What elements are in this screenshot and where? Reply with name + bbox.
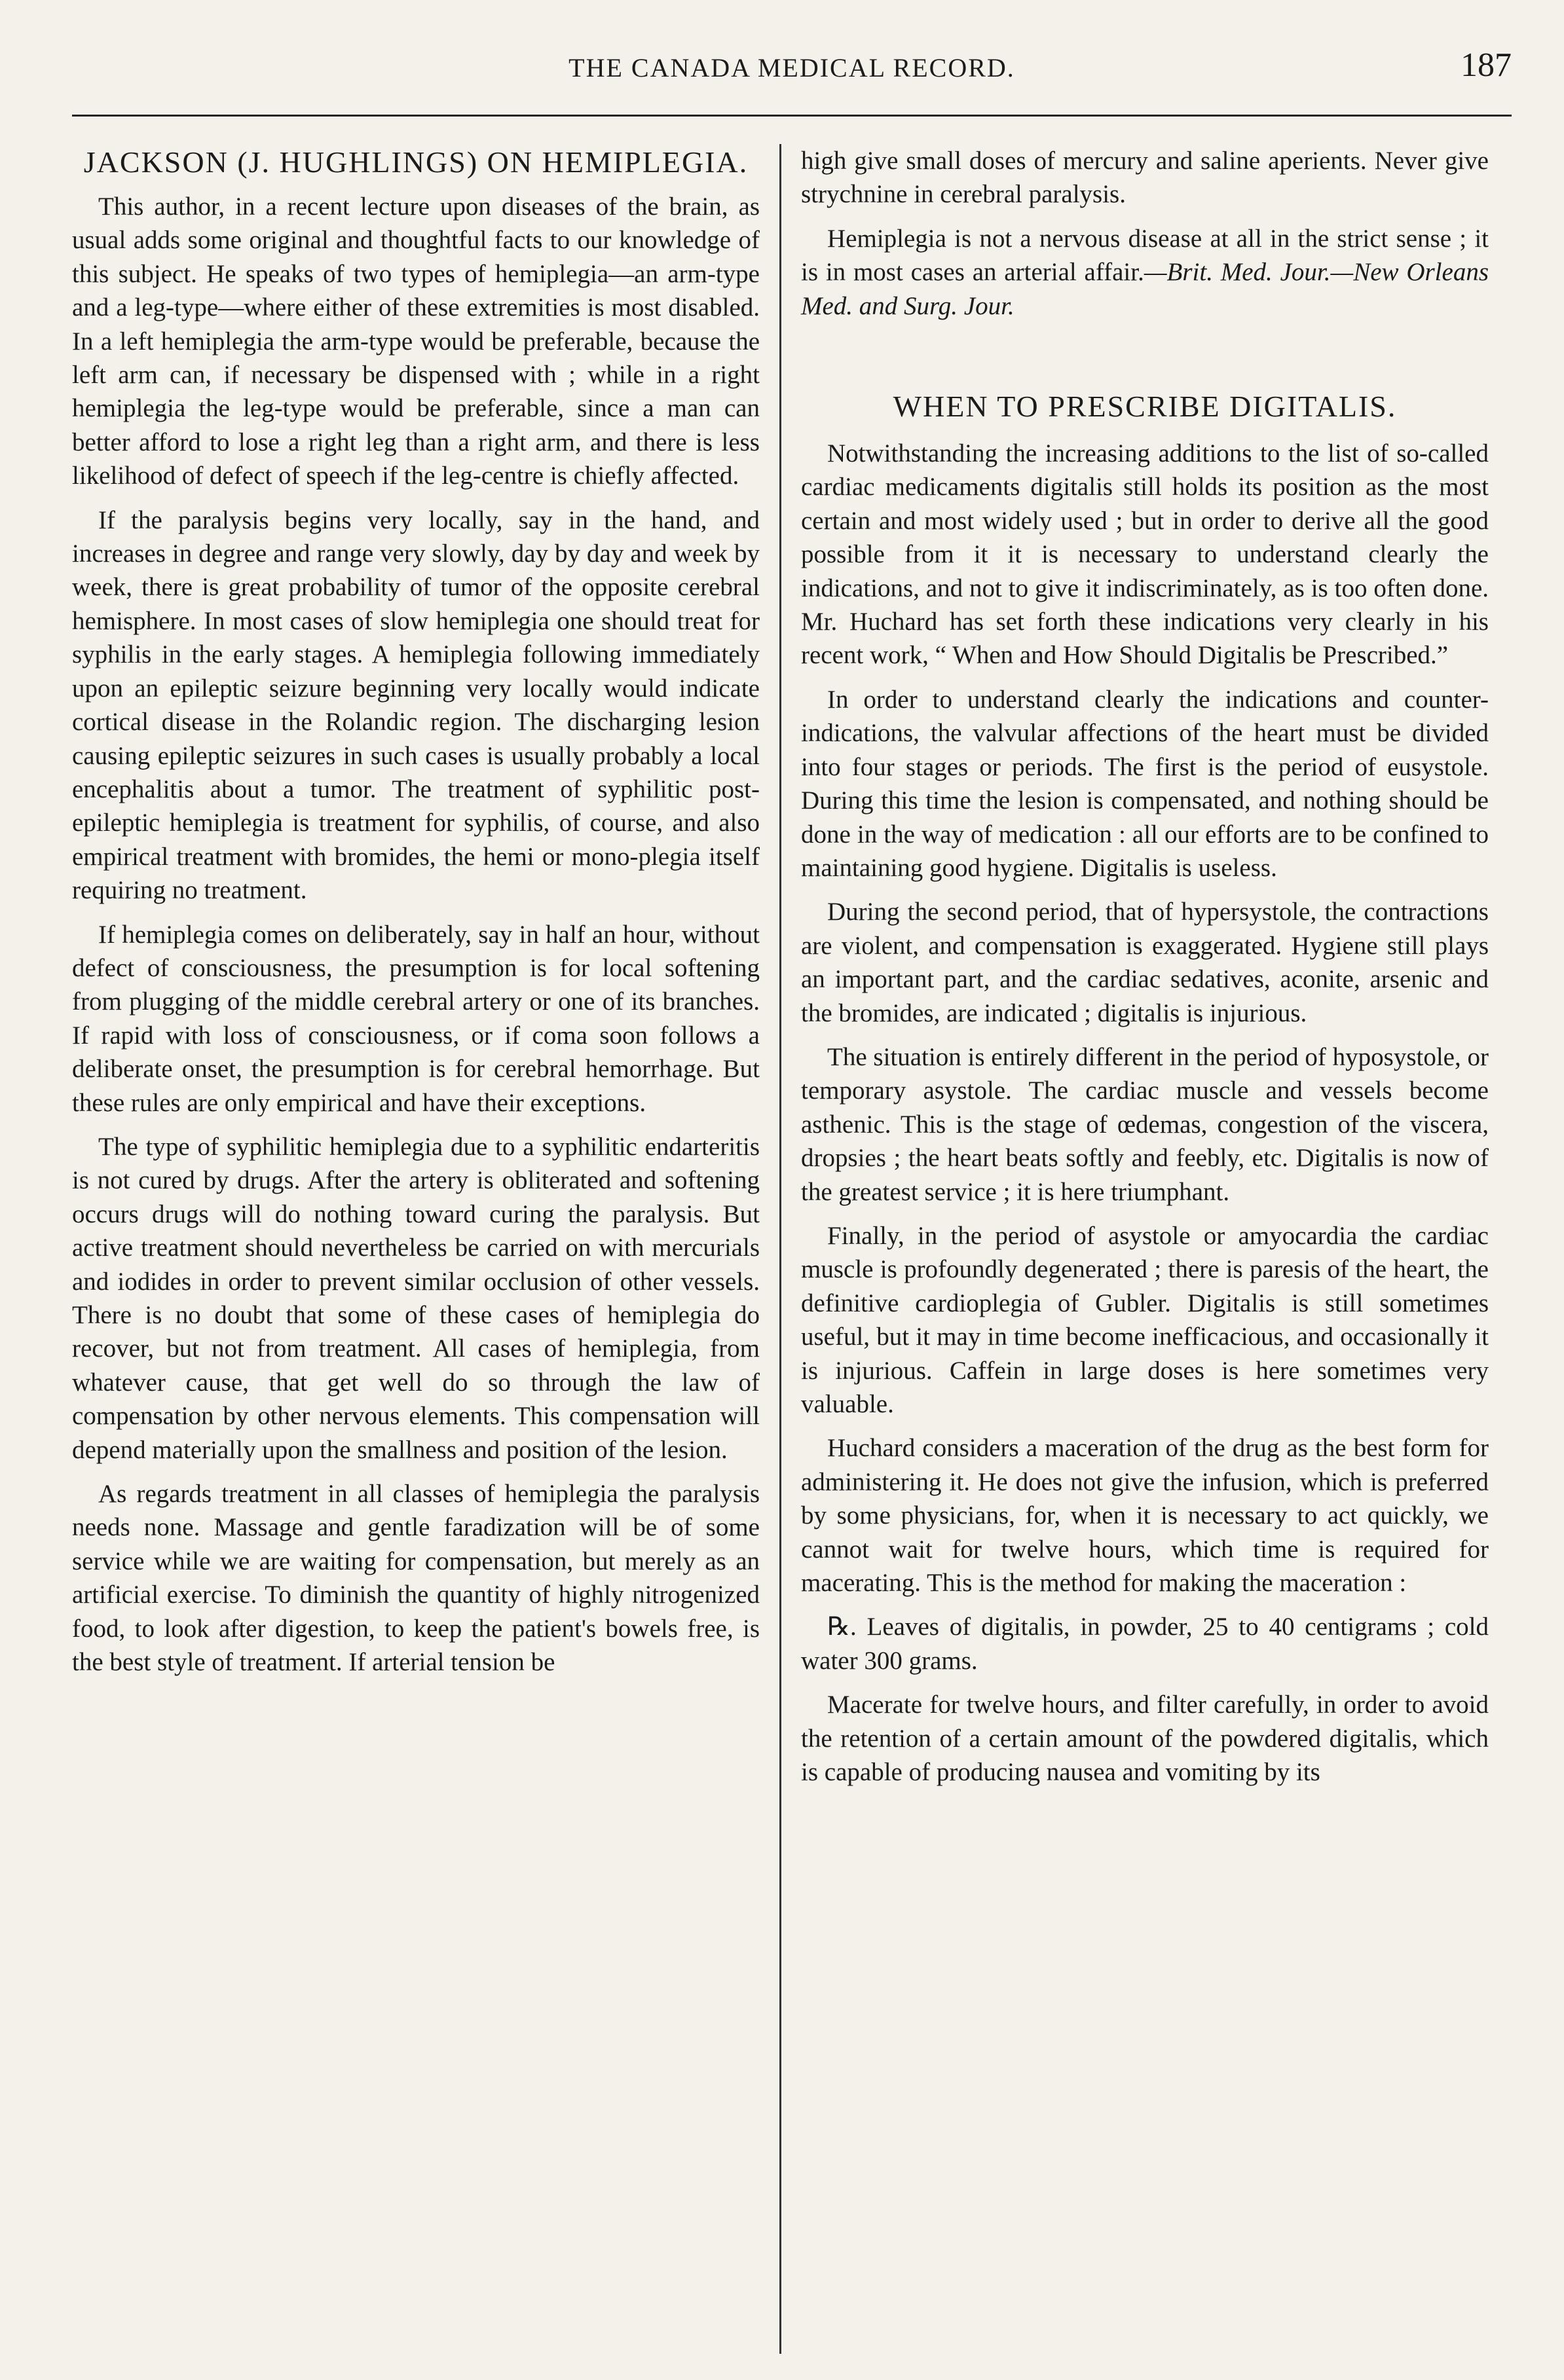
running-head [72,46,1512,118]
article-title-digitalis: WHEN TO PRESCRIBE DIGITALIS. [893,390,1397,424]
paragraph: Huchard considers a maceration of the drug as the best form for administering it. He does not give the infusion, which is preferred by some physicians, for, when it is necessary to act quickly, we cannot wait for twelve hours, which time is required for macerating. This is the method for making the maceration : [801,1434,1489,1598]
left-column [72,144,779,2354]
paragraph: Macerate for twelve hours, and filter carefully, in order to avoid the retention of a certain amount of the powdered digitalis, which is capable of producing nausea and vomiting by its [801,1691,1489,1787]
paragraph-continued: high give small doses of mercury and saline aperients. Never give strychnine in cerebral paralysis. [801,147,1489,209]
paragraph: If the paralysis begins very locally, say in the hand, and increases in degree and range very slowly, day by day and week by week, there is great probability of tumor of the opposite cerebral hemisphere. In most cases of slow hemiplegia one should treat for syphilis in the early stages. A hemiplegia following immediately upon an epileptic seizure beginning very locally would indicate cortical disease in the Rolandic region. The discharging lesion causing epileptic seizures in such cases is usually probably a local encephalitis about a tumor. The treatment of syphilitic post-epileptic hemiplegia is treatment for syphilis, of course, and also empirical treatment with bromides, the hemi or mono-plegia itself requiring no treatment. [72,505,760,905]
paragraph: The type of syphilitic hemiplegia due to a syphilitic endarteritis is not cured by drugs. After the artery is obliterated and softening occurs drugs will do nothing toward curing the paralysis. But active treatment should nevertheless be carried on with mercurials and iodides in order to prevent similar occlusion of other vessels. There is no doubt that some of these cases of hemiplegia do recover, but not from treatment. All cases of hemiplegia, from whatever cause, that get well do so through the law of compensation by other nervous elements. This compensation will depend materially upon the smallness and position of the lesion. [72,1132,760,1464]
paragraph-text: Hemiplegia is not a nervous disease at all in the strict sense ; it is in most cases an arterial affair. [801,224,1489,287]
source-citation: —Brit. Med. Jour.—New Orleans Med. and Surg. Jour. [801,258,1489,320]
paragraph: Notwithstanding the increasing additions to the list of so-called cardiac medicaments digitalis still holds its position as the most certain and most widely used ; but in order to derive all the good possible from it it is necessary to understand clearly the indications, and not to give it indiscriminately, as is too often done. Mr. Huchard has set forth these indications very clearly in his recent work, “ When and How Should Digitalis be Prescribed.” [801,439,1489,670]
paragraph: If hemiplegia comes on deliberately, say in half an hour, without defect of consciousness, the presumption is for local softening from plugging of the middle cerebral artery or one of its branches. If rapid with loss of consciousness, or if coma soon follows a deliberate onset, the presumption is for cerebral hemorrhage. But these rules are only empirical and have their exceptions. [72,920,760,1117]
right-column [781,144,1489,2354]
journal-title: THE CANADA MEDICAL RECORD. [568,53,1015,82]
paragraph: During the second period, that of hypersystole, the contractions are violent, and compensation is exaggerated. Hygiene still plays an important part, and the cardiac sedatives, aconite, arsenic and the bromides, are indicated ; digitalis is injurious. [801,898,1489,1027]
article-title-hemiplegia: JACKSON (J. HUGHLINGS) ON HEMIPLEGIA. [83,145,749,179]
page-number: 187 [1461,46,1512,84]
paragraph: This author, in a recent lecture upon diseases of the brain, as usual adds some original and thoughtful facts to our knowledge of this subject. He speaks of two types of hemiplegia—an arm-type and a leg-type—where either of these extremities is most disabled. In a left hemiplegia the arm-type would be preferable, because the left arm can, if necessary be dispensed with ; while in a right hemiplegia the leg-type would be preferable, since a man can better afford to lose a right leg than a right arm, and there is less likelihood of defect of speech if the leg-centre is chiefly affected. [72,192,760,490]
header-rule [72,115,1512,117]
two-column-body [72,144,1512,2354]
paragraph: In order to understand clearly the indications and counter-indications, the valvular affections of the heart must be divided into four stages or periods. The first is the period of eusystole. During this time the lesion is compensated, and nothing should be done in the way of medication : all our efforts are to be confined to maintaining good hygiene. Digitalis is useless. [801,685,1489,882]
prescription: ℞. Leaves of digitalis, in powder, 25 to 40 centigrams ; cold water 300 grams. [801,1613,1489,1675]
paragraph: Finally, in the period of asystole or amyocardia the cardiac muscle is profoundly degenerated ; there is paresis of the heart, the definitive cardioplegia of Gubler. Digitalis is still sometimes useful, but it may in time become inefficacious, and occasionally it is injurious. Caffein in large doses is here sometimes very valuable. [801,1221,1489,1418]
paragraph-with-citation [801,222,1489,323]
paragraph: The situation is entirely different in the period of hyposystole, or temporary asystole. The cardiac muscle and vessels become asthenic. This is the stage of œdemas, congestion of the viscera, dropsies ; the heart beats softly and feebly, etc. Digitalis is now of the greatest service ; it is here triumphant. [801,1042,1489,1206]
paragraph: As regards treatment in all classes of hemiplegia the paralysis needs none. Massage and gentle faradization will be of some service while we are waiting for compensation, but merely as an artificial exercise. To diminish the quantity of highly nitrogenized food, to look after digestion, to keep the patient's bowels free, is the best style of treatment. If arterial tension be [72,1480,760,1677]
